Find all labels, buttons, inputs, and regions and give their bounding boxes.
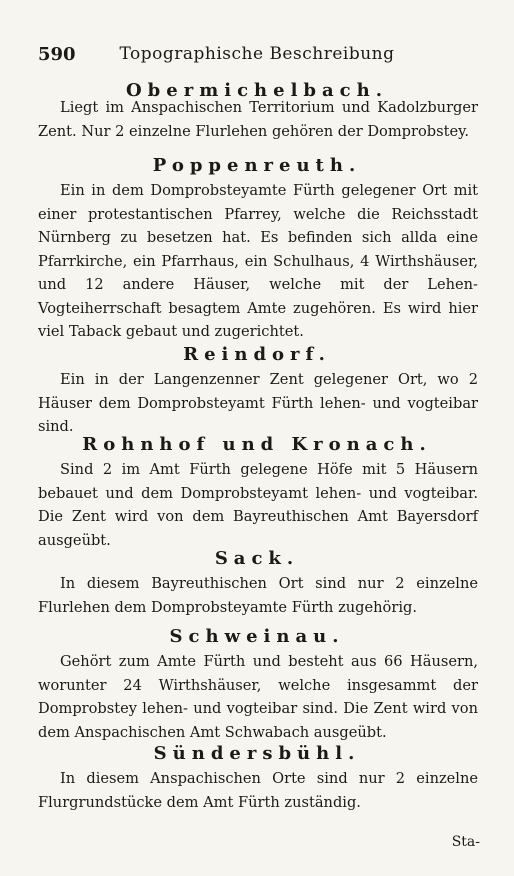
page-header <box>38 44 476 66</box>
entry-title-rohnhof-kronach: Rohnhof und Kronach. <box>82 434 432 455</box>
entry-text-poppenreuth: Ein in dem Domprobsteyamte Fürth gelegener Ort mit einer protestantischen Pfarrey, welche die Reichsstadt Nürnberg zu besetzen hat. Es befinden sich allda eine Pfarrkirche, ein Pfarrhaus, ein Schulhaus, 4 Wirthshäuser, und 12 andere Häuser, welche mit der Lehen- Vogteiherrschaft besagtem Amte zugehören. Es wird hier viel Taback gebaut und zugerichtet. <box>38 182 478 340</box>
entry-text-sack: In diesem Bayreuthischen Ort sind nur 2 einzelne Flurlehen dem Domprobsteyamte Fürth zugehörig. <box>38 575 478 616</box>
entry-text-suendersbuehl: In diesem Anspachischen Orte sind nur 2 einzelne Flurgrundstücke dem Amt Fürth zuständig. <box>38 770 478 811</box>
entry-text-reindorf: Ein in der Langenzenner Zent gelegener Ort, wo 2 Häuser dem Domprobsteyamt Fürth lehen- und vogteibar sind. <box>38 371 478 435</box>
entry-title-obermichelbach: Obermichelbach. <box>126 80 388 101</box>
entry-title-reindorf: Reindorf. <box>183 344 331 365</box>
page-number: 590 <box>38 44 76 65</box>
catchword: Sta- <box>451 834 480 850</box>
entry-text-obermichelbach: Liegt im Anspachischen Territorium und Kadolzburger Zent. Nur 2 einzelne Flurlehen gehören der Domprobstey. <box>38 99 478 140</box>
entry-title-schweinau: Schweinau. <box>169 626 345 647</box>
running-title: Topographische Beschreibung <box>119 44 395 64</box>
entry-title-suendersbuehl: Sündersbühl. <box>153 743 361 764</box>
entry-text-schweinau: Gehört zum Amte Fürth und besteht aus 66 Häusern, worunter 24 Wirthshäuser, welche insgesammt der Domprobstey lehen- und vogteibar sind. Die Zent wird von dem Anspachischen Amt Schwabach ausgeübt. <box>38 653 478 741</box>
entry-text-rohnhof-kronach: Sind 2 im Amt Fürth gelegene Höfe mit 5 Häusern bebauet und dem Domprobsteyamt lehen- und vogteibar. Die Zent wird von dem Bayreuthischen Amt Bayersdorf ausgeübt. <box>38 461 478 549</box>
entry-title-poppenreuth: Poppenreuth. <box>152 155 362 176</box>
entry-title-sack: Sack. <box>214 548 300 569</box>
